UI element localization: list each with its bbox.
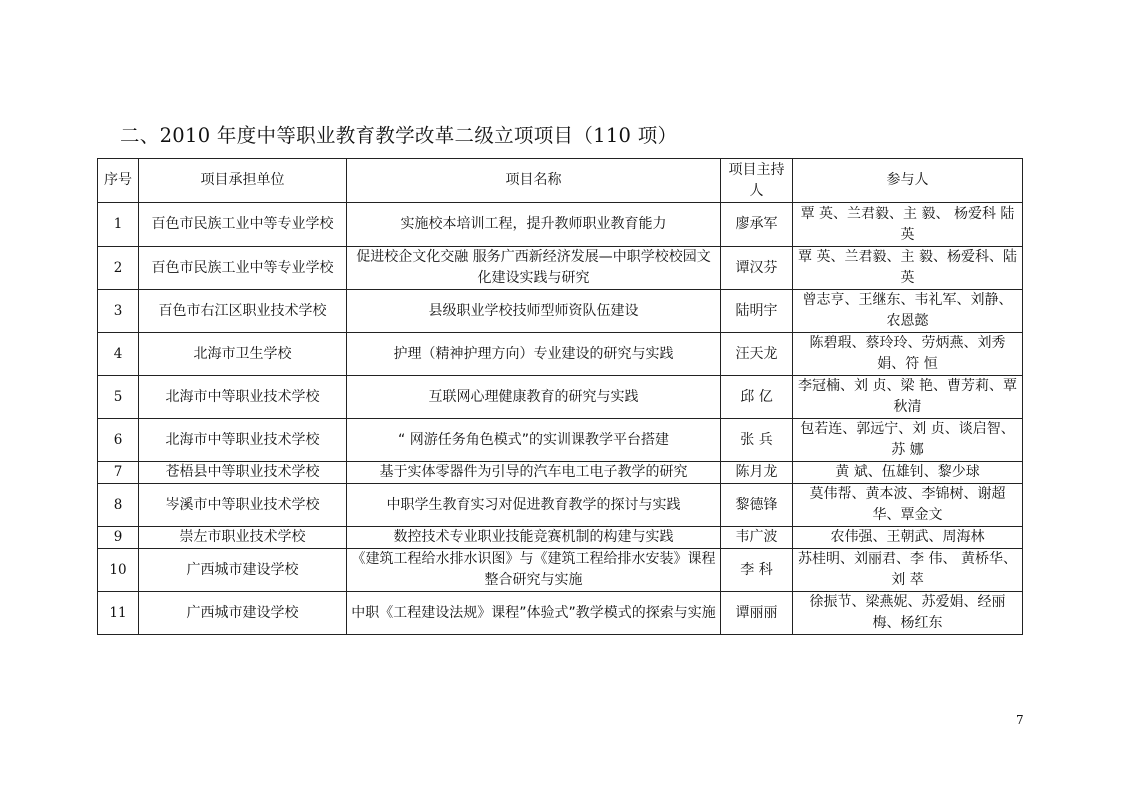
row-unit: 百色市民族工业中等专业学校	[139, 203, 347, 247]
row-host: 李 科	[721, 549, 793, 592]
table-header-row	[98, 159, 1023, 203]
table-row	[98, 333, 1023, 376]
header-host: 项目主持人	[721, 159, 793, 203]
table-row	[98, 462, 1023, 484]
row-participants: 农伟强、王朝武、周海林	[793, 527, 1023, 549]
row-project-name: 县级职业学校技师型师资队伍建设	[347, 290, 721, 333]
header-name: 项目名称	[347, 159, 721, 203]
projects-table	[97, 158, 1023, 635]
row-unit: 崇左市职业技术学校	[139, 527, 347, 549]
row-host: 汪天龙	[721, 333, 793, 376]
row-no: 9	[98, 527, 139, 549]
row-participants: 覃 英、兰君毅、主 毅、 杨爱科 陆 英	[793, 203, 1023, 247]
row-host: 廖承军	[721, 203, 793, 247]
row-no: 1	[98, 203, 139, 247]
row-host: 谭丽丽	[721, 592, 793, 635]
row-unit: 广西城市建设学校	[139, 549, 347, 592]
row-participants: 包若连、郭远宁、刘 贞、谈启智、苏 娜	[793, 419, 1023, 462]
row-participants: 莫伟帮、黄本波、李锦树、谢超华、覃金文	[793, 484, 1023, 527]
row-no: 4	[98, 333, 139, 376]
row-project-name: 数控技术专业职业技能竞赛机制的构建与实践	[347, 527, 721, 549]
row-unit: 百色市民族工业中等专业学校	[139, 247, 347, 290]
row-project-name: “ 网游任务角色模式”的实训课教学平台搭建	[347, 419, 721, 462]
row-no: 8	[98, 484, 139, 527]
table-row	[98, 527, 1023, 549]
row-participants: 曾志亨、王继东、韦礼军、刘静、农恩懿	[793, 290, 1023, 333]
row-unit: 百色市右江区职业技术学校	[139, 290, 347, 333]
row-no: 5	[98, 376, 139, 419]
row-project-name: 互联网心理健康教育的研究与实践	[347, 376, 721, 419]
table-row	[98, 592, 1023, 635]
table-row	[98, 376, 1023, 419]
table-row	[98, 203, 1023, 247]
page-title: 二、2010 年度中等职业教育教学改革二级立项项目（110 项）	[120, 124, 678, 147]
row-no: 7	[98, 462, 139, 484]
row-participants: 苏桂明、刘丽君、李 伟、 黄桥华、刘 萃	[793, 549, 1023, 592]
row-host: 黎德锋	[721, 484, 793, 527]
row-no: 2	[98, 247, 139, 290]
table-row	[98, 290, 1023, 333]
row-project-name: 实施校本培训工程，提升教师职业教育能力	[347, 203, 721, 247]
header-unit: 项目承担单位	[139, 159, 347, 203]
row-unit: 岑溪市中等职业技术学校	[139, 484, 347, 527]
row-no: 3	[98, 290, 139, 333]
row-no: 10	[98, 549, 139, 592]
table-row	[98, 419, 1023, 462]
row-unit: 北海市中等职业技术学校	[139, 376, 347, 419]
row-participants: 覃 英、兰君毅、主 毅、杨爱科、陆 英	[793, 247, 1023, 290]
row-project-name: 基于实体零器件为引导的汽车电工电子教学的研究	[347, 462, 721, 484]
row-host: 陈月龙	[721, 462, 793, 484]
table-row	[98, 484, 1023, 527]
row-project-name: 中职《工程建设法规》课程”体验式”教学模式的探索与实施	[347, 592, 721, 635]
page-number: 7	[1016, 713, 1024, 727]
row-participants: 陈碧瑕、蔡玲玲、劳炳燕、刘秀娟、符 恒	[793, 333, 1023, 376]
row-project-name: 中职学生教育实习对促进教育教学的探讨与实践	[347, 484, 721, 527]
row-participants: 徐振节、梁燕妮、苏爱娟、经丽梅、杨红东	[793, 592, 1023, 635]
row-host: 谭汉芬	[721, 247, 793, 290]
row-no: 6	[98, 419, 139, 462]
row-project-name: 《建筑工程给水排水识图》与《建筑工程给排水安装》课程整合研究与实施	[347, 549, 721, 592]
row-unit: 广西城市建设学校	[139, 592, 347, 635]
table-row	[98, 549, 1023, 592]
row-participants: 黄 斌、伍雄钊、黎少球	[793, 462, 1023, 484]
row-host: 张 兵	[721, 419, 793, 462]
table-row	[98, 247, 1023, 290]
row-host: 邱 亿	[721, 376, 793, 419]
row-no: 11	[98, 592, 139, 635]
row-host: 韦广波	[721, 527, 793, 549]
row-participants: 李冠楠、刘 贞、梁 艳、曹芳莉、覃秋清	[793, 376, 1023, 419]
row-project-name: 护理（精神护理方向）专业建设的研究与实践	[347, 333, 721, 376]
row-unit: 北海市卫生学校	[139, 333, 347, 376]
row-host: 陆明宇	[721, 290, 793, 333]
row-project-name: 促进校企文化交融 服务广西新经济发展—中职学校校园文化建设实践与研究	[347, 247, 721, 290]
header-no: 序号	[98, 159, 139, 203]
row-unit: 苍梧县中等职业技术学校	[139, 462, 347, 484]
header-participants: 参与人	[793, 159, 1023, 203]
row-unit: 北海市中等职业技术学校	[139, 419, 347, 462]
